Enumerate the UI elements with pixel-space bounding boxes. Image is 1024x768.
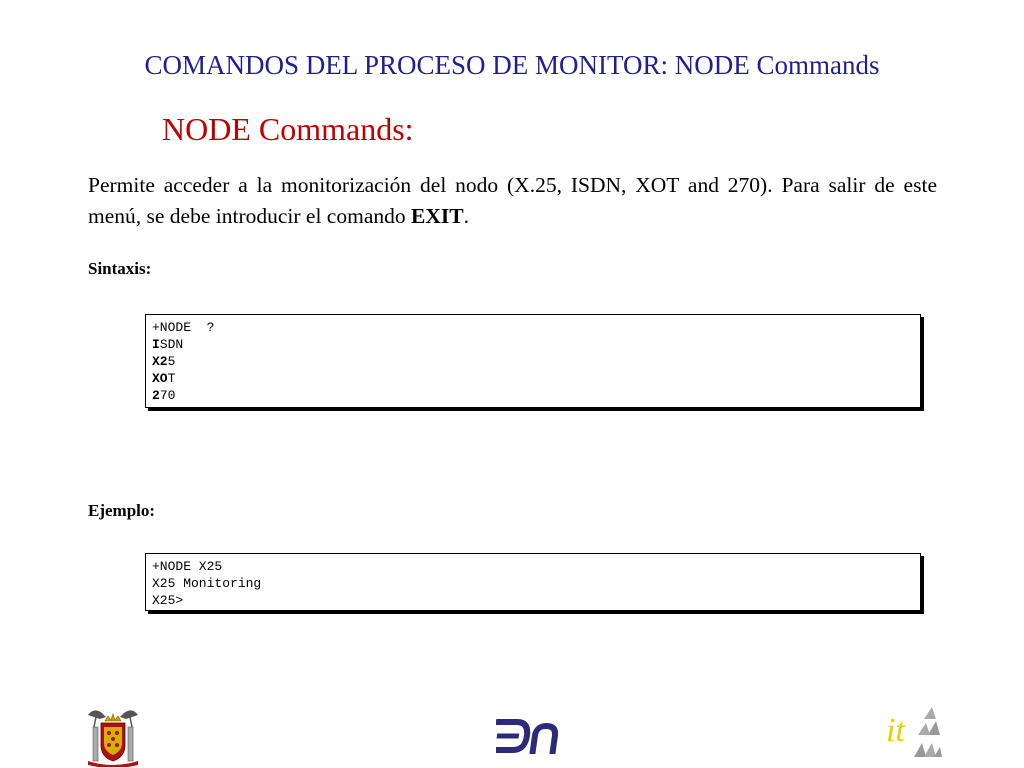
example-line: X25>	[152, 593, 184, 608]
page-header-title: COMANDOS DEL PROCESO DE MONITOR: NODE Commands	[144, 50, 880, 80]
svg-text:it: it	[886, 712, 905, 749]
description-paragraph	[88, 170, 937, 232]
exit-keyword: EXIT	[411, 204, 464, 228]
syntax-code-box	[145, 314, 921, 408]
syntax-line: XOT	[152, 371, 176, 386]
syntax-line: ISDN	[152, 337, 184, 352]
syntax-line: X25	[152, 354, 176, 369]
description-end: .	[463, 204, 469, 228]
syntax-label: Sintaxis:	[88, 259, 152, 278]
syntax-line: 270	[152, 388, 176, 403]
department-logo-icon	[496, 714, 560, 758]
university-crest-icon	[82, 703, 144, 767]
example-line: +NODE X25	[152, 559, 223, 574]
it-logo-icon	[884, 705, 942, 759]
example-label: Ejemplo:	[88, 501, 156, 520]
description-text: Permite acceder a la monitorización del nodo (X.25, ISDN, XOT and 270). Para salir de este menú, se debe introducir el comando	[88, 173, 937, 228]
syntax-line: +NODE ?	[152, 320, 215, 335]
example-code-box	[145, 553, 921, 611]
section-title: NODE Commands:	[162, 111, 414, 147]
example-line: X25 Monitoring	[152, 576, 262, 591]
